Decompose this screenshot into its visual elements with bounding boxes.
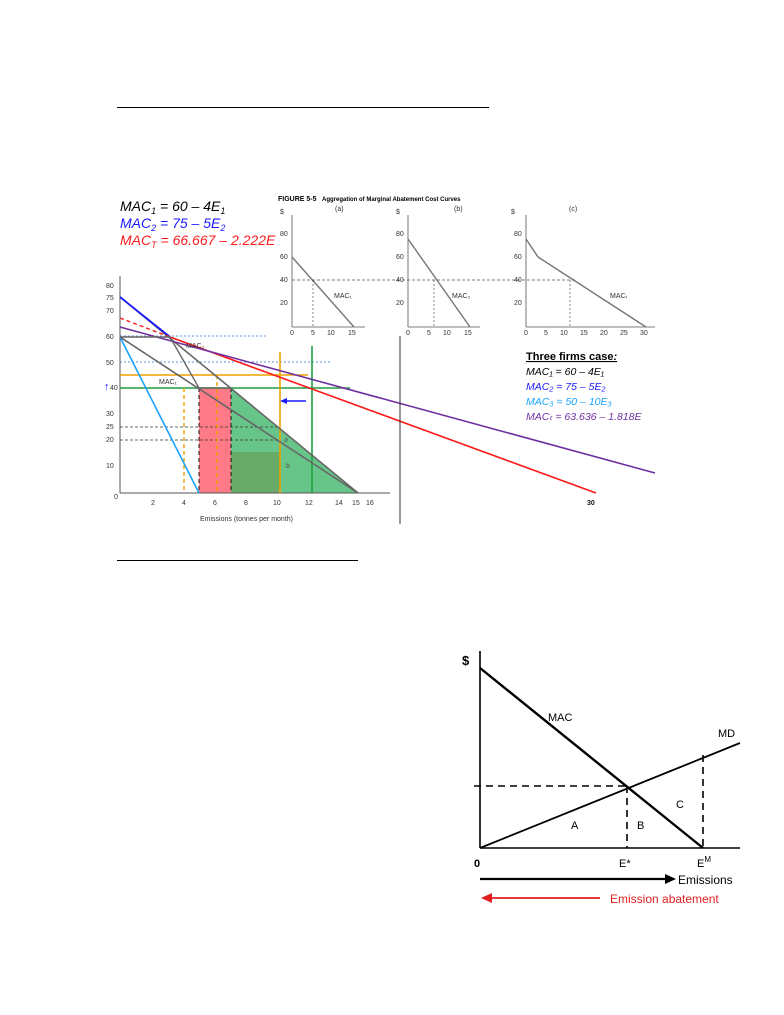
x-tick-30: 30 — [587, 500, 595, 507]
svg-text:15: 15 — [464, 330, 472, 337]
figure-5-5-header — [278, 196, 461, 203]
svg-text:0: 0 — [406, 330, 410, 337]
svg-text:60: 60 — [514, 254, 522, 261]
svg-text:20: 20 — [514, 300, 522, 307]
svg-text:80: 80 — [514, 231, 522, 238]
panel-a-label: (a) — [335, 206, 344, 213]
panel-b-ylabel: $ — [396, 209, 400, 216]
panel-b-curve-label: MAC₂ — [452, 293, 471, 300]
area-c: C — [676, 799, 684, 811]
equation-mac1: $MAC_1 = 60 - 4E_1$ — [120, 198, 226, 216]
svg-text:20: 20 — [600, 330, 608, 337]
area-b: B — [637, 820, 645, 832]
svg-text:25: 25 — [620, 330, 628, 337]
area-b-label: b — [286, 463, 290, 470]
svg-text:60: 60 — [396, 254, 404, 261]
panel-a — [280, 206, 365, 337]
svg-text:0: 0 — [290, 330, 294, 337]
svg-text:40: 40 — [110, 385, 118, 392]
area-red — [199, 388, 231, 493]
svg-text:10: 10 — [106, 463, 114, 470]
svg-text:80: 80 — [280, 231, 288, 238]
svg-text:8: 8 — [244, 500, 248, 507]
svg-text:30: 30 — [106, 411, 114, 418]
mac2-curve-label: MAC₂ — [186, 343, 205, 350]
mac-curve — [480, 668, 703, 848]
svg-text:75: 75 — [106, 295, 114, 302]
svg-text:5: 5 — [427, 330, 431, 337]
panel-c-label: (c) — [569, 206, 578, 213]
svg-text:10: 10 — [273, 500, 281, 507]
e-star-label: E* — [619, 858, 631, 870]
abatement-label: Emission abatement — [610, 892, 719, 906]
svg-text:0: 0 — [524, 330, 528, 337]
svg-text:15: 15 — [348, 330, 356, 337]
svg-text:↑: ↑ — [104, 381, 110, 393]
svg-text:60: 60 — [280, 254, 288, 261]
mac1-curve-label: MAC₁ — [159, 379, 177, 386]
figure-number: FIGURE 5-5 — [278, 196, 317, 203]
svg-text:16: 16 — [366, 500, 374, 507]
svg-text:14: 14 — [335, 500, 343, 507]
three-firms-legend — [526, 351, 642, 423]
svg-text:12: 12 — [305, 500, 313, 507]
svg-text:2: 2 — [151, 500, 155, 507]
area-a: A — [571, 820, 579, 832]
svg-text:30: 30 — [640, 330, 648, 337]
area-olive — [231, 452, 280, 493]
panel-b — [396, 206, 480, 337]
svg-text:20: 20 — [396, 300, 404, 307]
three-firms-title: Three firms case: — [526, 351, 618, 363]
area-a-label: a — [284, 437, 288, 444]
panel-a-curve-label: MAC₁ — [334, 293, 352, 300]
emissions-label: Emissions — [678, 873, 733, 887]
svg-text:40: 40 — [280, 277, 288, 284]
svg-text:5: 5 — [544, 330, 548, 337]
panel-c-ylabel: $ — [511, 209, 515, 216]
mac3-line — [120, 337, 199, 493]
svg-text:6: 6 — [213, 500, 217, 507]
svg-text:10: 10 — [560, 330, 568, 337]
panel-c-curve-label: MACₜ — [610, 293, 628, 300]
svg-text:70: 70 — [106, 308, 114, 315]
svg-text:5: 5 — [311, 330, 315, 337]
svg-text:15: 15 — [580, 330, 588, 337]
svg-text:20: 20 — [106, 437, 114, 444]
three-firms-line-1: MAC₁ = 60 – 4E₁ — [526, 366, 605, 378]
md-curve — [480, 743, 740, 848]
svg-text:10: 10 — [327, 330, 335, 337]
bottom-y-label: $ — [462, 653, 470, 668]
main-x-label: Emissions (tonnes per month) — [200, 516, 293, 523]
svg-text:40: 40 — [514, 277, 522, 284]
svg-text:0: 0 — [114, 494, 118, 501]
svg-text:10: 10 — [443, 330, 451, 337]
svg-text:25: 25 — [106, 424, 114, 431]
e-m-label: $E^M$ — [697, 855, 712, 870]
svg-text:60: 60 — [106, 334, 114, 341]
svg-text:4: 4 — [182, 500, 186, 507]
equation-mact: $MAC_T = 66.667 - 2.222E$ — [120, 232, 276, 250]
svg-text:80: 80 — [106, 283, 114, 290]
svg-text:40: 40 — [396, 277, 404, 284]
origin-label: 0 — [474, 858, 481, 870]
panel-b-label: (b) — [454, 206, 463, 213]
three-firms-line-4: MACₜ = 63.636 – 1.818E — [526, 411, 642, 423]
bottom-chart — [462, 651, 740, 906]
svg-text:20: 20 — [280, 300, 288, 307]
panel-a-ylabel: $ — [280, 209, 284, 216]
panel-c — [511, 206, 655, 337]
md-label: MD — [718, 728, 736, 740]
three-firms-line-2: MAC₂ = 75 – 5E₂ — [526, 381, 606, 393]
svg-text:15: 15 — [352, 500, 360, 507]
svg-text:80: 80 — [396, 231, 404, 238]
svg-text:50: 50 — [106, 360, 114, 367]
two-firm-equations — [120, 198, 276, 250]
three-firms-line-3: MAC₃ = 50 – 10E₃ — [526, 396, 612, 408]
mac-label: MAC — [548, 712, 573, 724]
figure-title: Aggregation of Marginal Abatement Cost Curves — [322, 197, 461, 203]
equation-mac2: $MAC_2 = 75 - 5E_2$ — [120, 215, 226, 233]
mac2-line-blue — [120, 297, 170, 337]
